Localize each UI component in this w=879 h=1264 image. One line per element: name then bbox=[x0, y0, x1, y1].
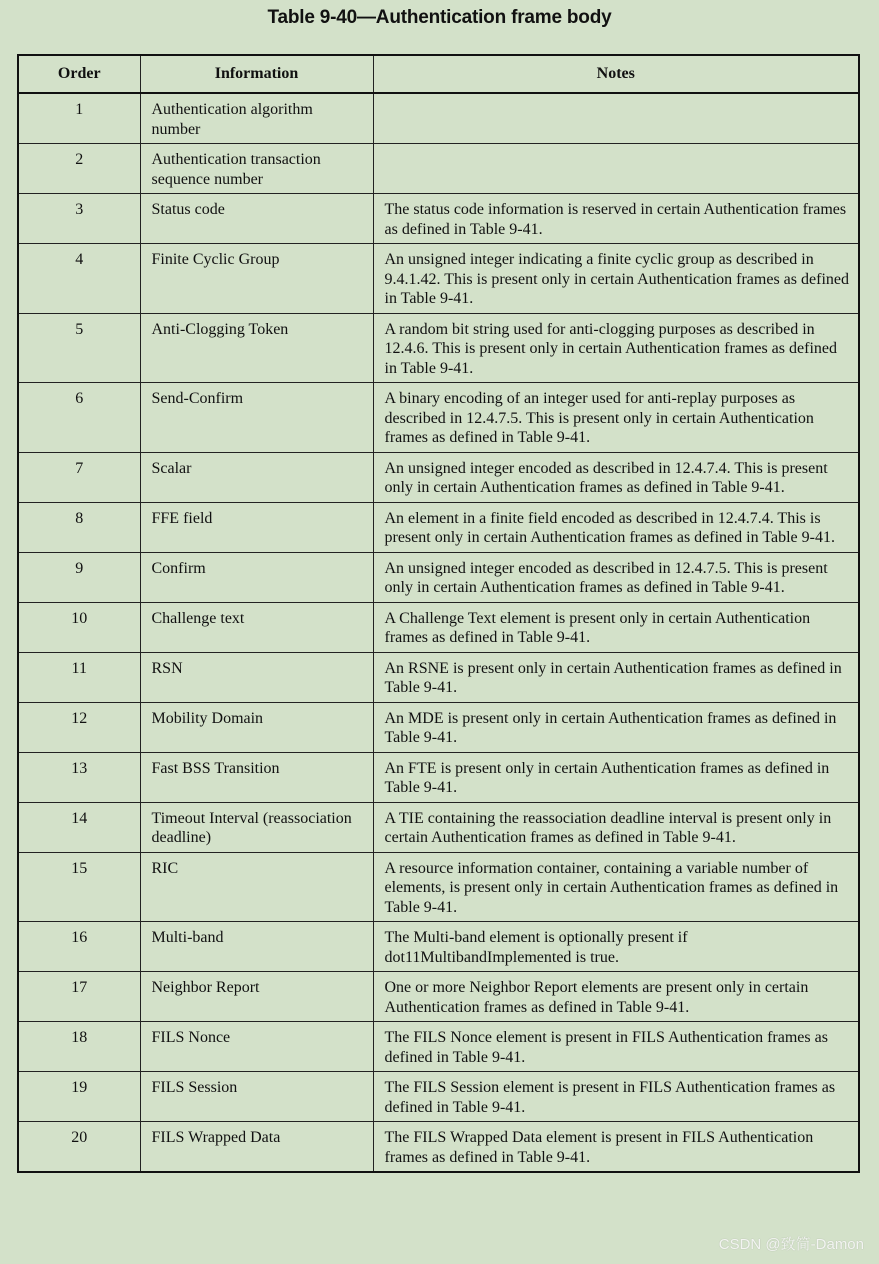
table-body bbox=[18, 93, 859, 1172]
order-cell: 19 bbox=[18, 1072, 140, 1122]
information-cell: Finite Cyclic Group bbox=[140, 244, 373, 314]
notes-cell: An unsigned integer indicating a finite cyclic group as described in 9.4.1.42. This is present only in certain Authentication frames as defined in Table 9-41. bbox=[373, 244, 859, 314]
notes-cell: An FTE is present only in certain Authentication frames as defined in Table 9-41. bbox=[373, 752, 859, 802]
table-header-row bbox=[18, 55, 859, 93]
order-cell: 15 bbox=[18, 852, 140, 922]
table-row bbox=[18, 552, 859, 602]
order-cell: 10 bbox=[18, 602, 140, 652]
notes-cell: The FILS Nonce element is present in FILS Authentication frames as defined in Table 9-41. bbox=[373, 1022, 859, 1072]
information-cell: RIC bbox=[140, 852, 373, 922]
information-cell: Challenge text bbox=[140, 602, 373, 652]
information-cell: Status code bbox=[140, 194, 373, 244]
information-cell: Send-Confirm bbox=[140, 383, 373, 453]
column-header-order: Order bbox=[18, 55, 140, 93]
notes-cell: An MDE is present only in certain Authentication frames as defined in Table 9-41. bbox=[373, 702, 859, 752]
information-cell: Authentication transaction sequence number bbox=[140, 144, 373, 194]
order-cell: 11 bbox=[18, 652, 140, 702]
notes-cell: The status code information is reserved in certain Authentication frames as defined in Table 9-41. bbox=[373, 194, 859, 244]
authentication-frame-body-table bbox=[17, 54, 860, 1173]
order-cell: 17 bbox=[18, 972, 140, 1022]
table-row bbox=[18, 702, 859, 752]
order-cell: 6 bbox=[18, 383, 140, 453]
table-row bbox=[18, 1122, 859, 1173]
information-cell: FILS Wrapped Data bbox=[140, 1122, 373, 1173]
information-cell: FILS Nonce bbox=[140, 1022, 373, 1072]
notes-cell: One or more Neighbor Report elements are present only in certain Authentication frames as defined in Table 9-41. bbox=[373, 972, 859, 1022]
information-cell: FILS Session bbox=[140, 1072, 373, 1122]
order-cell: 1 bbox=[18, 93, 140, 144]
information-cell: Anti-Clogging Token bbox=[140, 313, 373, 383]
table-row bbox=[18, 852, 859, 922]
order-cell: 18 bbox=[18, 1022, 140, 1072]
order-cell: 4 bbox=[18, 244, 140, 314]
information-cell: Multi-band bbox=[140, 922, 373, 972]
table-row bbox=[18, 972, 859, 1022]
information-cell: FFE field bbox=[140, 502, 373, 552]
table-row bbox=[18, 194, 859, 244]
table-row bbox=[18, 652, 859, 702]
table-row bbox=[18, 383, 859, 453]
order-cell: 14 bbox=[18, 802, 140, 852]
notes-cell: The FILS Wrapped Data element is present in FILS Authentication frames as defined in Table 9-41. bbox=[373, 1122, 859, 1173]
notes-cell: A resource information container, containing a variable number of elements, is present only in certain Authentication frames as defined in Table 9-41. bbox=[373, 852, 859, 922]
information-cell: Timeout Interval (reassociation deadline) bbox=[140, 802, 373, 852]
table-row bbox=[18, 1072, 859, 1122]
notes-cell: A random bit string used for anti-clogging purposes as described in 12.4.6. This is present only in certain Authentication frames as defined in Table 9-41. bbox=[373, 313, 859, 383]
information-cell: Confirm bbox=[140, 552, 373, 602]
notes-cell: An RSNE is present only in certain Authentication frames as defined in Table 9-41. bbox=[373, 652, 859, 702]
order-cell: 8 bbox=[18, 502, 140, 552]
notes-cell: An element in a finite field encoded as described in 12.4.7.4. This is present only in certain Authentication frames as defined in Table 9-41. bbox=[373, 502, 859, 552]
table-row bbox=[18, 144, 859, 194]
information-cell: Authentication algorithm number bbox=[140, 93, 373, 144]
notes-cell: The Multi-band element is optionally present if dot11MultibandImplemented is true. bbox=[373, 922, 859, 972]
table-row bbox=[18, 802, 859, 852]
table-row bbox=[18, 93, 859, 144]
table-row bbox=[18, 602, 859, 652]
table-title: Table 9-40—Authentication frame body bbox=[267, 7, 612, 28]
notes-cell: An unsigned integer encoded as described in 12.4.7.4. This is present only in certain Authentication frames as defined in Table 9-41. bbox=[373, 452, 859, 502]
notes-cell: The FILS Session element is present in FILS Authentication frames as defined in Table 9-41. bbox=[373, 1072, 859, 1122]
notes-cell: A TIE containing the reassociation deadline interval is present only in certain Authentication frames as defined in Table 9-41. bbox=[373, 802, 859, 852]
order-cell: 3 bbox=[18, 194, 140, 244]
order-cell: 2 bbox=[18, 144, 140, 194]
order-cell: 5 bbox=[18, 313, 140, 383]
order-cell: 13 bbox=[18, 752, 140, 802]
information-cell: Fast BSS Transition bbox=[140, 752, 373, 802]
order-cell: 16 bbox=[18, 922, 140, 972]
notes-cell: An unsigned integer encoded as described in 12.4.7.5. This is present only in certain Authentication frames as defined in Table 9-41. bbox=[373, 552, 859, 602]
table-row bbox=[18, 1022, 859, 1072]
table-row bbox=[18, 452, 859, 502]
notes-cell: A binary encoding of an integer used for anti-replay purposes as described in 12.4.7.5. This is present only in certain Authentication frames as defined in Table 9-41. bbox=[373, 383, 859, 453]
notes-cell bbox=[373, 93, 859, 144]
watermark: CSDN @致简-Damon bbox=[718, 1236, 864, 1253]
column-header-information: Information bbox=[140, 55, 373, 93]
information-cell: Scalar bbox=[140, 452, 373, 502]
notes-cell: A Challenge Text element is present only in certain Authentication frames as defined in Table 9-41. bbox=[373, 602, 859, 652]
information-cell: Mobility Domain bbox=[140, 702, 373, 752]
information-cell: RSN bbox=[140, 652, 373, 702]
order-cell: 9 bbox=[18, 552, 140, 602]
table-row bbox=[18, 313, 859, 383]
column-header-notes: Notes bbox=[373, 55, 859, 93]
order-cell: 7 bbox=[18, 452, 140, 502]
table-row bbox=[18, 752, 859, 802]
table-row bbox=[18, 244, 859, 314]
order-cell: 12 bbox=[18, 702, 140, 752]
order-cell: 20 bbox=[18, 1122, 140, 1173]
table-row bbox=[18, 502, 859, 552]
notes-cell bbox=[373, 144, 859, 194]
information-cell: Neighbor Report bbox=[140, 972, 373, 1022]
table-row bbox=[18, 922, 859, 972]
